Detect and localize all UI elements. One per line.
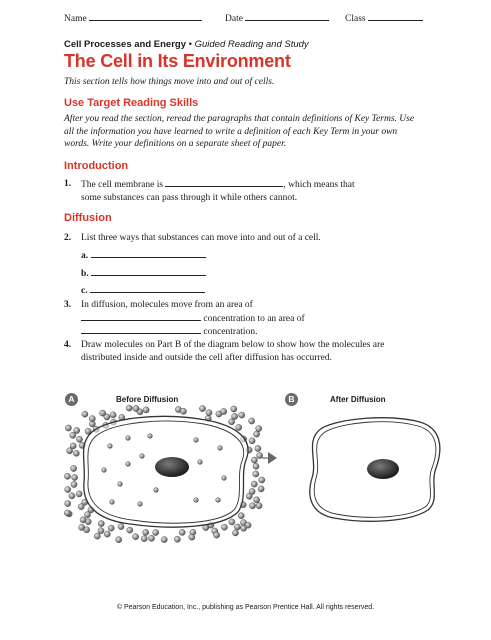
molecule: [108, 525, 114, 531]
molecule: [232, 530, 238, 536]
class-label: Class: [345, 14, 366, 24]
molecule: [222, 476, 227, 481]
molecule: [249, 438, 255, 444]
diagram-a-badge: A: [65, 393, 78, 406]
molecule: [133, 405, 139, 411]
molecule: [258, 486, 264, 492]
copyright-footer: © Pearson Education, Inc., publishing as Pearson Prentice Hall. All rights reserved.: [116, 604, 375, 611]
molecule: [140, 454, 145, 459]
molecule: [148, 535, 154, 541]
molecule: [116, 537, 122, 543]
molecule: [239, 412, 245, 418]
molecule: [216, 498, 221, 503]
intro-text: This section tells how things move into and out of cells.: [64, 77, 275, 87]
question-3-text-line3: concentration.: [203, 327, 258, 337]
molecule: [73, 450, 79, 456]
molecule: [174, 536, 180, 542]
molecule: [100, 410, 106, 416]
molecule: [232, 413, 238, 419]
question-4-text: Draw molecules on Part B of the diagram below to show how the molecules are distributed inside and outside the cell after diffusion has occurred.: [81, 340, 385, 363]
molecule: [249, 418, 255, 424]
molecule: [65, 486, 71, 492]
molecule: [259, 477, 265, 483]
molecule: [72, 474, 78, 480]
molecule: [70, 443, 76, 449]
target-reading-text: After you read the section, reread the paragraphs that contain definitions of Key Terms. Use all the information you have learned to write a definition of each Key Term in your own words. Write your definitions on a separate sheet of paper.: [64, 114, 415, 149]
introduction-heading: Introduction: [64, 160, 129, 172]
molecule: [246, 493, 252, 499]
molecule: [231, 406, 237, 412]
answer-c-label: c.: [81, 286, 88, 296]
molecule: [221, 524, 227, 530]
guide-title: Guided Reading and Study: [194, 39, 309, 50]
molecule: [71, 481, 77, 487]
molecule: [84, 512, 90, 518]
molecule: [238, 513, 244, 519]
molecule: [108, 444, 113, 449]
molecule: [71, 465, 77, 471]
molecule: [234, 524, 240, 530]
question-1-text-end: , which means that: [283, 180, 355, 190]
molecule: [126, 436, 131, 441]
molecule: [89, 416, 95, 422]
answer-a-label: a.: [81, 251, 89, 261]
molecule: [80, 517, 86, 523]
molecule: [143, 529, 149, 535]
molecule: [79, 524, 85, 530]
molecule: [154, 488, 159, 493]
cell-b-nucleus: [367, 459, 399, 479]
molecule: [180, 408, 186, 414]
book-title: Cell Processes and Energy: [64, 39, 186, 50]
molecule: [254, 497, 260, 503]
molecule: [221, 408, 227, 414]
molecule: [110, 500, 115, 505]
molecule: [214, 532, 220, 538]
page-title: The Cell in Its Environment: [64, 51, 291, 71]
molecule: [255, 445, 261, 451]
molecule: [148, 434, 153, 439]
molecule: [241, 525, 247, 531]
diagram-a-label: Before Diffusion: [116, 395, 179, 404]
molecule: [64, 510, 70, 516]
molecule: [64, 473, 70, 479]
cell-a-nucleus: [155, 457, 189, 477]
diffusion-heading: Diffusion: [64, 212, 112, 224]
molecule: [76, 436, 82, 442]
molecule: [126, 462, 131, 467]
molecule: [257, 452, 263, 458]
question-1-number: 1.: [64, 179, 72, 189]
molecule: [138, 502, 143, 507]
molecule: [194, 498, 199, 503]
molecule: [110, 412, 116, 418]
question-3-text-line2: concentration to an area of: [203, 313, 305, 324]
molecule: [253, 471, 259, 477]
molecule: [249, 503, 255, 509]
molecule: [118, 482, 123, 487]
molecule: [98, 521, 104, 527]
question-2-text: List three ways that substances can move into and out of a cell.: [81, 233, 321, 243]
molecule: [78, 504, 84, 510]
molecule: [143, 407, 149, 413]
molecule: [256, 426, 262, 432]
question-1-text-line2: some substances can pass through it while others cannot.: [81, 192, 298, 203]
molecule: [65, 425, 71, 431]
molecule: [206, 410, 212, 416]
molecule: [229, 519, 235, 525]
molecule: [133, 534, 139, 540]
question-2-number: 2.: [64, 233, 72, 243]
molecule: [153, 529, 159, 535]
molecule: [236, 424, 242, 430]
series-separator: •: [188, 39, 192, 50]
molecule: [199, 406, 205, 412]
molecule: [82, 411, 88, 417]
molecule: [254, 431, 260, 437]
molecule: [194, 438, 199, 443]
molecule: [69, 493, 75, 499]
molecule: [141, 536, 147, 542]
question-3-number: 3.: [64, 300, 72, 310]
molecule: [65, 501, 71, 507]
molecule: [218, 446, 223, 451]
molecule: [126, 405, 132, 411]
molecule: [256, 503, 262, 509]
question-1-text-start: The cell membrane is: [81, 180, 164, 190]
molecule: [102, 468, 107, 473]
process-arrow: [262, 452, 277, 464]
diagram-b-badge: B: [285, 393, 298, 406]
molecule: [94, 533, 100, 539]
molecule: [251, 457, 257, 463]
molecule: [189, 534, 195, 540]
question-3-text-line1: In diffusion, molecules move from an area of: [81, 300, 253, 310]
diagram-b-label: After Diffusion: [330, 395, 386, 404]
molecule: [161, 537, 167, 543]
molecule: [98, 528, 104, 534]
molecule: [198, 460, 203, 465]
molecule: [76, 491, 82, 497]
question-4-number: 4.: [64, 340, 72, 350]
molecule: [127, 527, 133, 533]
molecule: [104, 531, 110, 537]
date-label: Date: [225, 14, 243, 24]
name-label: Name: [64, 14, 87, 24]
molecule: [118, 524, 124, 530]
molecule: [74, 427, 80, 433]
molecule: [179, 529, 185, 535]
answer-b-label: b.: [81, 269, 89, 279]
molecule: [251, 481, 257, 487]
molecule: [253, 463, 259, 469]
target-reading-heading: Use Target Reading Skills: [64, 97, 199, 109]
